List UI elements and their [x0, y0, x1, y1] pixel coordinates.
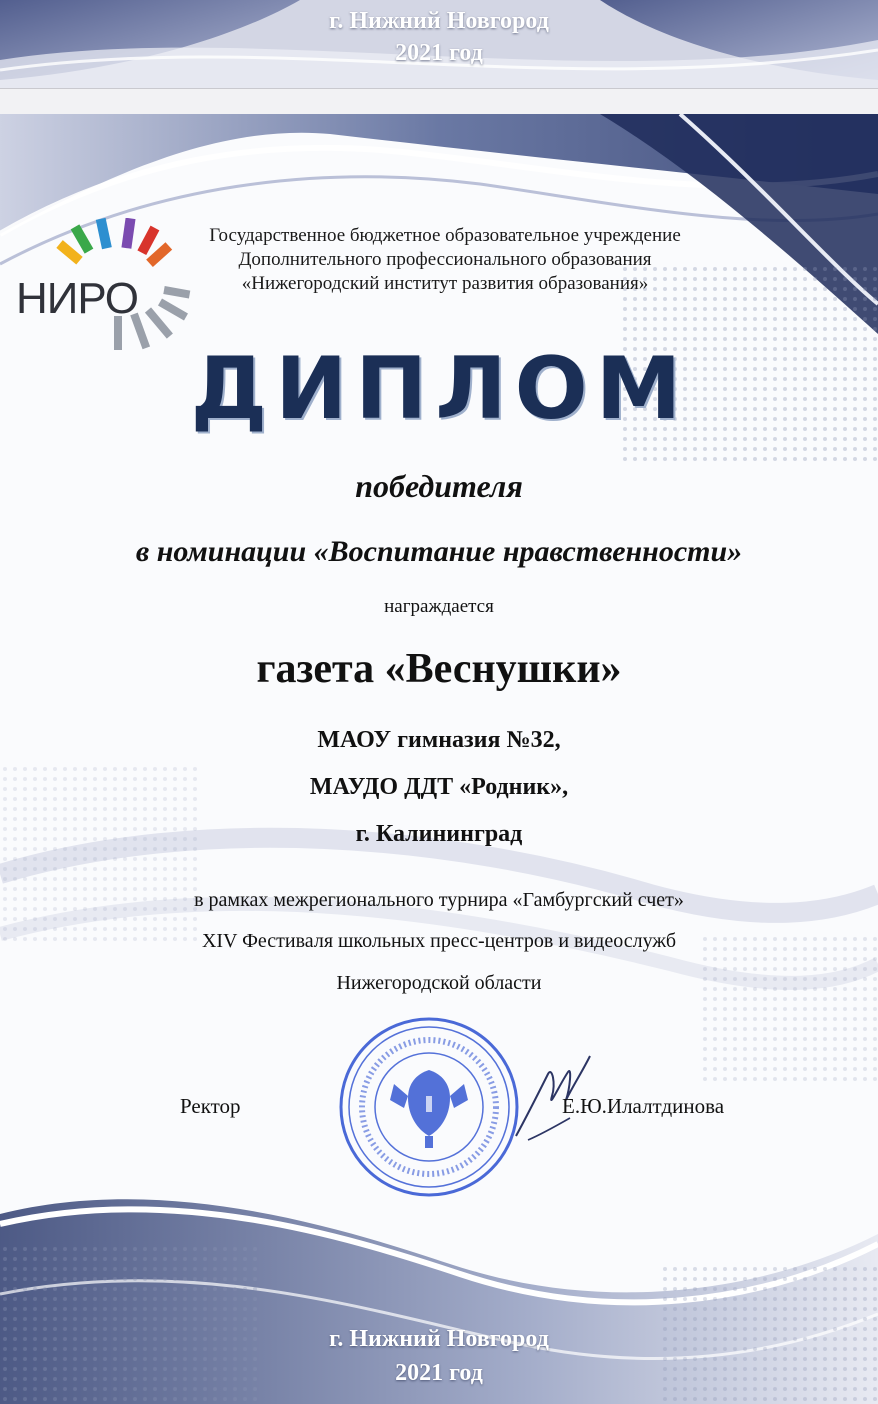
footer-year: 2021 год — [395, 1360, 483, 1386]
footer-city: г. Нижний Новгород — [329, 1326, 549, 1352]
event-line-3: Нижегородской области — [336, 972, 542, 994]
diploma-title-text: ДИПЛОМ — [190, 339, 690, 439]
previous-page-strip — [0, 0, 878, 88]
org-line-2: Дополнительного профессионального образования — [238, 249, 652, 270]
header-city: г. Нижний Новгород — [329, 8, 549, 34]
school-1: МАОУ гимназия №32, — [317, 727, 561, 753]
official-stamp-icon — [334, 1012, 524, 1202]
header-year: 2021 год — [395, 40, 483, 66]
signature-name: Е.Ю.Илалтдинова — [562, 1094, 725, 1118]
awarded-label: награждается — [384, 596, 494, 617]
subtitle: победителя — [355, 468, 523, 504]
diploma-page — [0, 114, 878, 1404]
org-line-3: «Нижегородский институт развития образования» — [241, 273, 649, 294]
recipient: газета «Веснушки» — [256, 646, 622, 692]
org-line-1: Государственное бюджетное образовательное учреждение — [209, 225, 681, 246]
event-line-1: в рамках межрегионального турнира «Гамбургский счет» — [194, 889, 684, 911]
school-city: г. Калининград — [355, 821, 523, 847]
page-separator — [0, 88, 878, 116]
event-line-2: XIV Фестиваля школьных пресс-центров и видеослужб — [201, 930, 677, 952]
nomination: в номинации «Воспитание нравственности» — [135, 535, 743, 568]
logo-text: НИРО — [16, 274, 139, 323]
school-2: МАУДО ДДТ «Родник», — [309, 774, 569, 800]
diploma-title — [170, 334, 710, 444]
signature-role: Ректор — [180, 1094, 241, 1118]
